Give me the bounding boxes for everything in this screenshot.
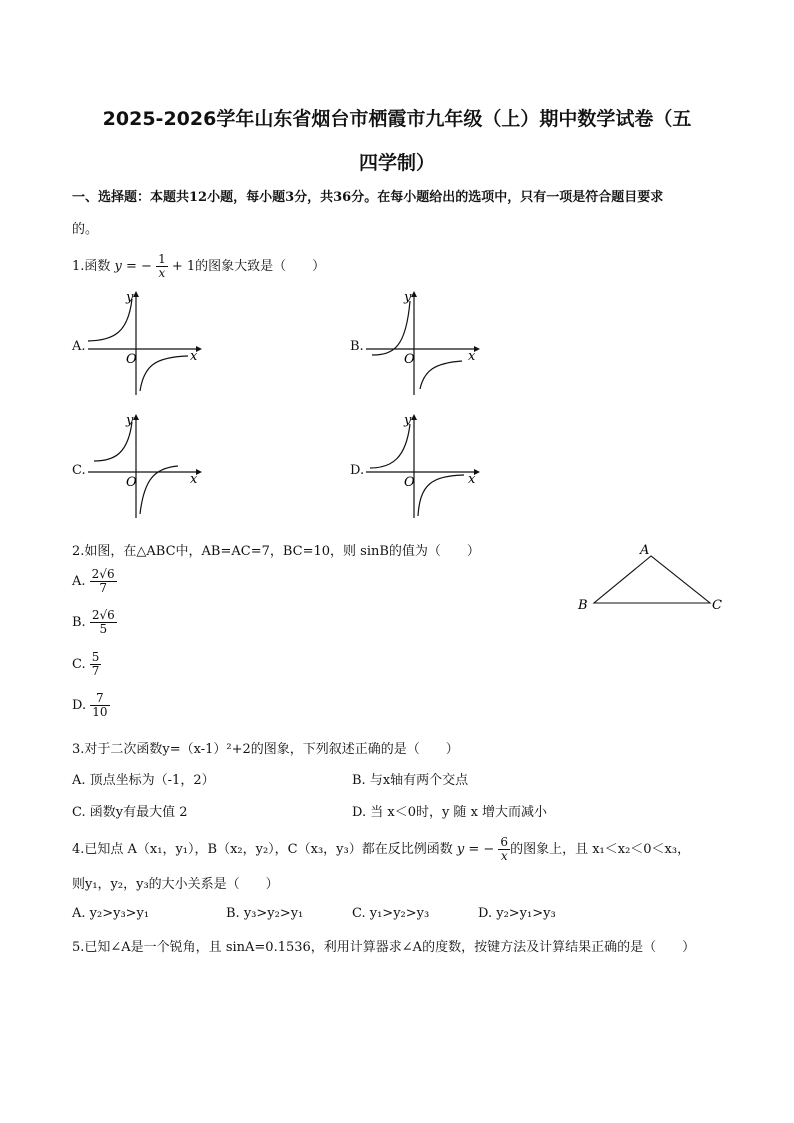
q2-option-c	[72, 651, 101, 678]
q4-formula-lhs: y = −	[456, 842, 495, 858]
q4-suffix: 的图象上，且 x₁＜x₂＜0＜x₃，	[510, 842, 691, 858]
q4-prefix: 4.已知点 A（x₁，y₁），B（x₂，y₂），C（x₃，y₃）都在反比例函数	[72, 842, 453, 858]
q1-formula-lhs: y = −	[114, 259, 152, 275]
q1-fraction	[156, 253, 168, 280]
q2-option-c-label: C.	[72, 657, 86, 673]
q4-frac-den: x	[500, 849, 508, 864]
page-title-line2: 四学制）	[358, 152, 435, 174]
q3-option-a: A. 顶点坐标为（-1，2）	[72, 773, 215, 788]
origin-label: O	[404, 475, 415, 490]
curve-right-branch	[140, 356, 188, 391]
q2-option-d-den: 10	[92, 705, 108, 720]
q1-option-a-graph	[84, 285, 204, 400]
curve-left-branch	[370, 424, 410, 468]
vertex-a-label: A	[640, 543, 650, 558]
y-axis-label: y	[126, 413, 134, 428]
q4-option-c: C. y₁>y₂>y₃	[352, 906, 430, 921]
q2-option-d	[72, 692, 110, 719]
q3-option-b: B. 与x轴有两个交点	[352, 773, 469, 788]
curve-left-branch	[88, 299, 132, 341]
y-axis-label: y	[126, 290, 134, 305]
y-axis-label: y	[404, 290, 412, 305]
q2-option-b-num: 2√6	[91, 608, 115, 622]
x-axis-label: x	[468, 472, 476, 487]
x-axis-label: x	[468, 349, 476, 364]
q2-option-a	[72, 568, 117, 595]
origin-label: O	[126, 475, 137, 490]
q2-option-d-num: 7	[90, 692, 109, 706]
y-axis-label: y	[404, 413, 412, 428]
q2-option-b-fraction	[90, 609, 117, 636]
origin-label: O	[404, 352, 415, 367]
origin-label: O	[126, 352, 137, 367]
q1-option-b-graph	[362, 285, 482, 400]
q2-option-c-fraction	[90, 651, 102, 678]
q1-prefix: 1.函数	[72, 259, 111, 275]
q2-option-b-label: B.	[72, 615, 86, 631]
question-1	[72, 253, 325, 280]
q1-option-c-label: C.	[72, 463, 86, 478]
curve-right-branch	[418, 475, 464, 516]
triangle-abc	[594, 556, 710, 603]
q2-option-b-den: 5	[99, 622, 108, 637]
q2-option-a-label: A.	[72, 574, 86, 590]
q1-option-d-label: D.	[350, 463, 365, 478]
question-2: 2.如图，在△ABC中，AB=AC=7，BC=10，则 sinB的值为（ ）	[72, 544, 480, 559]
vertex-b-label: B	[578, 598, 588, 613]
q1-option-b-label: B.	[350, 339, 364, 354]
q1-frac-den: x	[158, 266, 166, 281]
q4-option-a: A. y₂>y₃>y₁	[72, 906, 150, 921]
q1-formula-rhs: + 1	[171, 259, 196, 275]
q3-option-d: D. 当 x＜0时，y 随 x 增大而减小	[352, 805, 548, 820]
q4-option-b: B. y₃>y₂>y₁	[226, 906, 304, 921]
q1-option-d-graph	[362, 408, 482, 523]
q4-fraction	[498, 836, 510, 863]
question-5: 5.已知∠A是一个锐角，且 sinA=0.1536，利用计算器求∠A的度数，按键方法及计算结果正确的是（ ）	[72, 940, 696, 955]
q4-option-d: D. y₂>y₁>y₃	[478, 906, 556, 921]
section-instructions-line2: 的。	[72, 222, 99, 237]
q2-option-d-label: D.	[72, 698, 87, 714]
y-axis-arrow	[411, 291, 417, 297]
vertex-c-label: C	[712, 598, 722, 613]
x-axis-label: x	[190, 349, 198, 364]
curve-right-branch	[420, 361, 462, 389]
question-3: 3.对于二次函数y=（x-1）²+2的图象，下列叙述正确的是（ ）	[72, 742, 459, 757]
q2-option-a-den: 7	[99, 581, 107, 596]
q2-option-d-fraction	[90, 692, 109, 719]
q2-option-a-fraction	[90, 568, 117, 595]
curve-left-branch	[372, 301, 410, 355]
page-title: 2025-2026学年山东省烟台市栖霞市九年级（上）期中数学试卷（五	[102, 108, 692, 130]
q3-option-c: C. 函数y有最大值 2	[72, 805, 188, 820]
q1-suffix: 的图象大致是（ ）	[195, 259, 326, 275]
y-axis-arrow	[411, 414, 417, 420]
q1-frac-num: 1	[158, 252, 166, 266]
y-axis-arrow	[133, 291, 139, 297]
x-axis-label: x	[190, 472, 198, 487]
q2-triangle-figure	[574, 538, 734, 618]
section-instructions: 一、选择题：本题共12小题，每小题3分，共36分。在每小题给出的选项中，只有一项是符合题目要求	[72, 190, 664, 205]
curve-right-branch	[140, 466, 178, 514]
q2-option-c-den: 7	[91, 664, 100, 679]
question-4	[72, 836, 690, 863]
y-axis-arrow	[133, 414, 139, 420]
q1-option-c-graph	[84, 408, 204, 523]
q2-option-c-num: 5	[91, 650, 100, 664]
q1-option-a-label: A.	[72, 339, 86, 354]
question-4-line2: 则y₁，y₂，y₃的大小关系是（ ）	[72, 877, 279, 892]
q4-frac-num: 6	[500, 835, 509, 849]
q2-option-a-num: 2√6	[91, 567, 115, 581]
q2-option-b	[72, 609, 117, 636]
